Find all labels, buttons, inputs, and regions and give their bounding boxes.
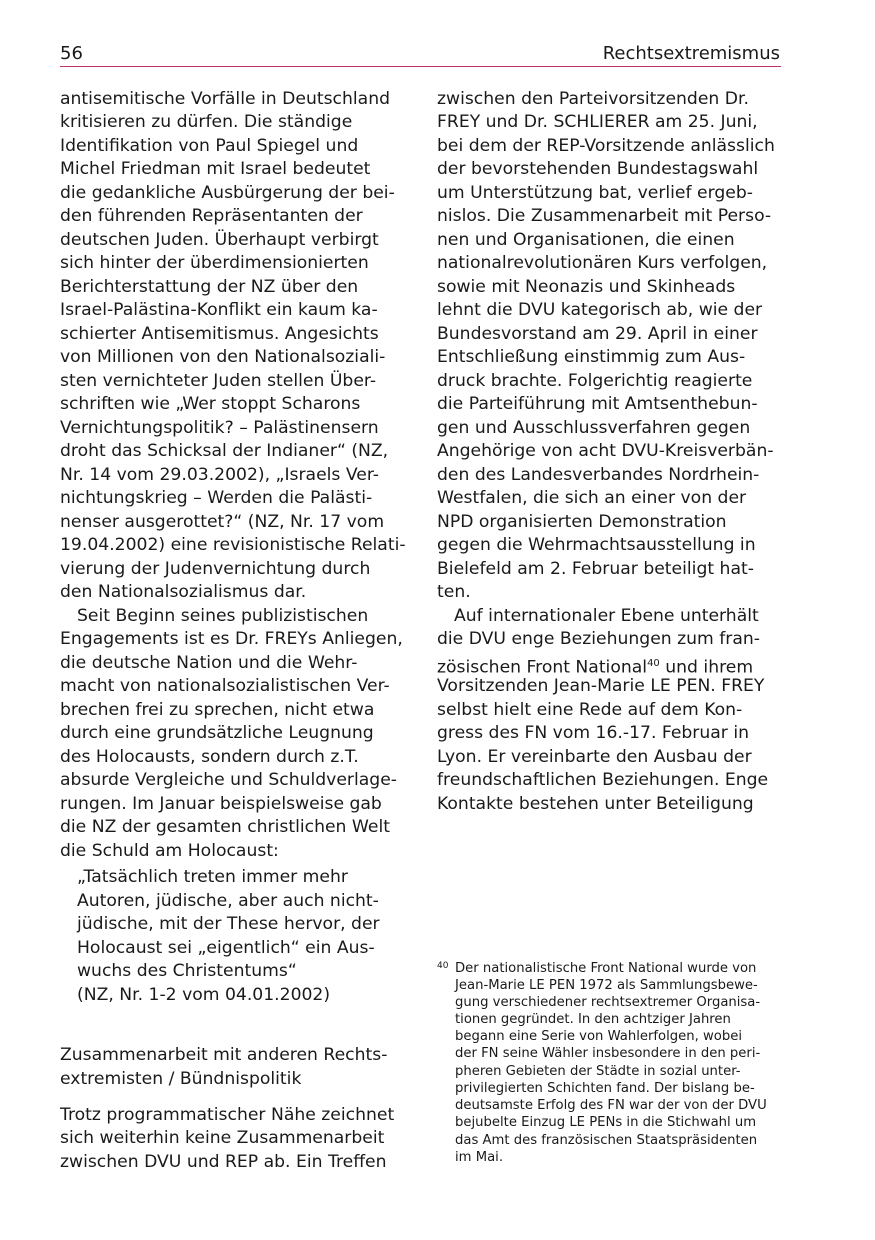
text-line: der bevorstehenden Bundestagswahl [437,159,759,179]
footnote-line: tionen gegründet. In den achtziger Jahren [455,1012,731,1027]
text-line: Entschließung einstimmig zum Aus- [437,347,746,367]
text-line: selbst hielt eine Rede auf dem Kon- [437,700,743,720]
quote-line: wuchs des Christentums“ [77,961,297,981]
footnote-line: bejubelte Einzug LE PENs in die Stichwahl um [455,1115,757,1130]
footnote-number: 40 [437,961,449,971]
text-line: Angehörige von acht DVU-Kreisverbän- [437,441,774,461]
text-line: bei dem der REP-Vorsitzende anlässlich [437,136,775,156]
text-line: droht das Schicksal der Indianer“ (NZ, [60,441,389,461]
text-line: rungen. Im Januar beispielsweise gab [60,794,382,814]
header-rule [60,66,781,67]
text-line: Michel Friedman mit Israel bedeutet [60,159,371,179]
section-heading: Zusammenarbeit mit anderen Rechts- [60,1045,388,1065]
text-line: ten. [437,582,471,602]
text-line: schriften wie „Wer stoppt Scharons [60,394,361,414]
text-line: freundschaftlichen Beziehungen. Enge [437,770,769,790]
text-line: nislos. Die Zusammenarbeit mit Perso- [437,206,772,226]
text-line: nen und Organisationen, die einen [437,230,735,250]
text-line: den des Landesverbandes Nordrhein- [437,465,760,485]
text-line: NPD organisierten Demonstration [437,512,727,532]
text-line: sten vernichteter Juden stellen Über- [60,371,377,391]
quote-line: jüdische, mit der These hervor, der [77,914,380,934]
text-line: FREY und Dr. SCHLIERER am 25. Juni, [437,112,758,132]
text-line: zwischen den Parteivorsitzenden Dr. [437,89,749,109]
text-line: Nr. 14 vom 29.03.2002), „Israels Ver- [60,465,379,485]
footnote-line: im Mai. [455,1150,504,1165]
text-line: die deutsche Nation und die Wehr- [60,653,358,673]
footnote-line: deutsamste Erfolg des FN war der von der DVU [455,1098,767,1113]
quote-line: Autoren, jüdische, aber auch nicht- [77,891,379,911]
text-line: nichtungskrieg – Werden die Palästi- [60,488,373,508]
text-line: gress des FN vom 16.-17. Februar in [437,723,750,743]
text-line: Vorsitzenden Jean-Marie LE PEN. FREY [437,676,765,696]
text-line: die gedankliche Ausbürgerung der bei- [60,183,395,203]
text-line: Westfalen, die sich an einer von der [437,488,747,508]
text-line: um Unterstützung bat, verlief ergeb- [437,183,753,203]
text-line: schierter Antisemitismus. Angesichts [60,324,379,344]
text-line: sich weiterhin keine Zusammenarbeit [60,1128,385,1148]
text-line: nenser ausgerottet?“ (NZ, Nr. 17 vom [60,512,385,532]
text-line: sowie mit Neonazis und Skinheads [437,277,736,297]
text-line: Kontakte bestehen unter Beteiligung [437,794,754,814]
text-line: den führenden Repräsentanten der [60,206,363,226]
footnote-line: begann eine Serie von Wahlerfolgen, wobei [455,1029,743,1044]
footnote-line: Jean-Marie LE PEN 1972 als Sammlungsbewe- [455,978,758,993]
text-line: brechen frei zu sprechen, nicht etwa [60,700,375,720]
text-line: von Millionen von den Nationalsoziali- [60,347,386,367]
text-line: gegen die Wehrmachtsausstellung in [437,535,756,555]
text-line: kritisieren zu dürfen. Die ständige [60,112,353,132]
footnote-line: pheren Gebieten der Städte in sozial unter- [455,1064,741,1079]
text-line: Vernichtungspolitik? – Palästinensern [60,418,379,438]
footnote-line: gung verschiedener rechtsextremer Organisa- [455,995,761,1010]
text-line: Trotz programmatischer Nähe zeichnet [60,1105,395,1125]
text-fragment: und ihrem [659,657,754,678]
footnote-line: privilegierten Schichten fand. Der bislang be- [455,1081,755,1096]
quote-line: „Tatsächlich treten immer mehr [77,867,348,887]
quote-line: (NZ, Nr. 1-2 vom 04.01.2002) [77,985,331,1005]
text-line: vierung der Judenvernichtung durch [60,559,371,579]
text-line: die NZ der gesamten christlichen Welt [60,817,390,837]
text-line: antisemitische Vorfälle in Deutschland [60,89,390,109]
text-line: 19.04.2002) eine revisionistische Relati- [60,535,406,555]
text-line: lehnt die DVU kategorisch ab, wie der [437,300,763,320]
footnote-line: Der nationalistische Front National wurde von [455,961,757,976]
quote-line: Holocaust sei „eigentlich“ ein Aus- [77,938,375,958]
text-line: Seit Beginn seines publizistischen [77,606,369,626]
text-line: die DVU enge Beziehungen zum fran- [437,629,760,649]
text-line: druck brachte. Folgerichtig reagierte [437,371,753,391]
text-line: absurde Vergleiche und Schuldverlage- [60,770,397,790]
text-line: Auf internationaler Ebene unterhält [454,606,759,626]
text-line: zwischen DVU und REP ab. Ein Treffen [60,1152,387,1172]
text-fragment: zösischen Front National [437,657,648,678]
text-line: nationalrevolutionären Kurs verfolgen, [437,253,768,273]
running-title: Rechtsextremismus [602,43,780,64]
text-line: Bielefeld am 2. Februar beteiligt hat- [437,559,754,579]
text-line: des Holocausts, sondern durch z.T. [60,747,359,767]
text-line: Identifikation von Paul Spiegel und [60,136,359,156]
text-line: gen und Ausschlussverfahren gegen [437,418,751,438]
text-line: Berichterstattung der NZ über den [60,277,359,297]
footnote-ref: 40 [647,658,660,669]
text-line: Bundesvorstand am 29. April in einer [437,324,758,344]
text-line: sich hinter der überdimensionierten [60,253,369,273]
text-line: die Parteiführung mit Amtsenthebun- [437,394,758,414]
text-line: macht von nationalsozialistischen Ver- [60,676,390,696]
text-line: deutschen Juden. Überhaupt verbirgt [60,230,379,250]
text-line: Lyon. Er vereinbarte den Ausbau der [437,747,752,767]
section-heading: extremisten / Bündnispolitik [60,1069,302,1089]
footnote-line: das Amt des französischen Staatspräsidenten [455,1133,758,1148]
text-line: Israel-Palästina-Konflikt ein kaum ka- [60,300,378,320]
text-line: Engagements ist es Dr. FREYs Anliegen, [60,629,403,649]
text-line: die Schuld am Holocaust: [60,841,279,861]
footnote-line: der FN seine Wähler insbesondere in den peri- [455,1046,761,1061]
text-line: den Nationalsozialismus dar. [60,582,307,602]
page-number: 56 [60,43,83,64]
text-line: durch eine grundsätzliche Leugnung [60,723,374,743]
